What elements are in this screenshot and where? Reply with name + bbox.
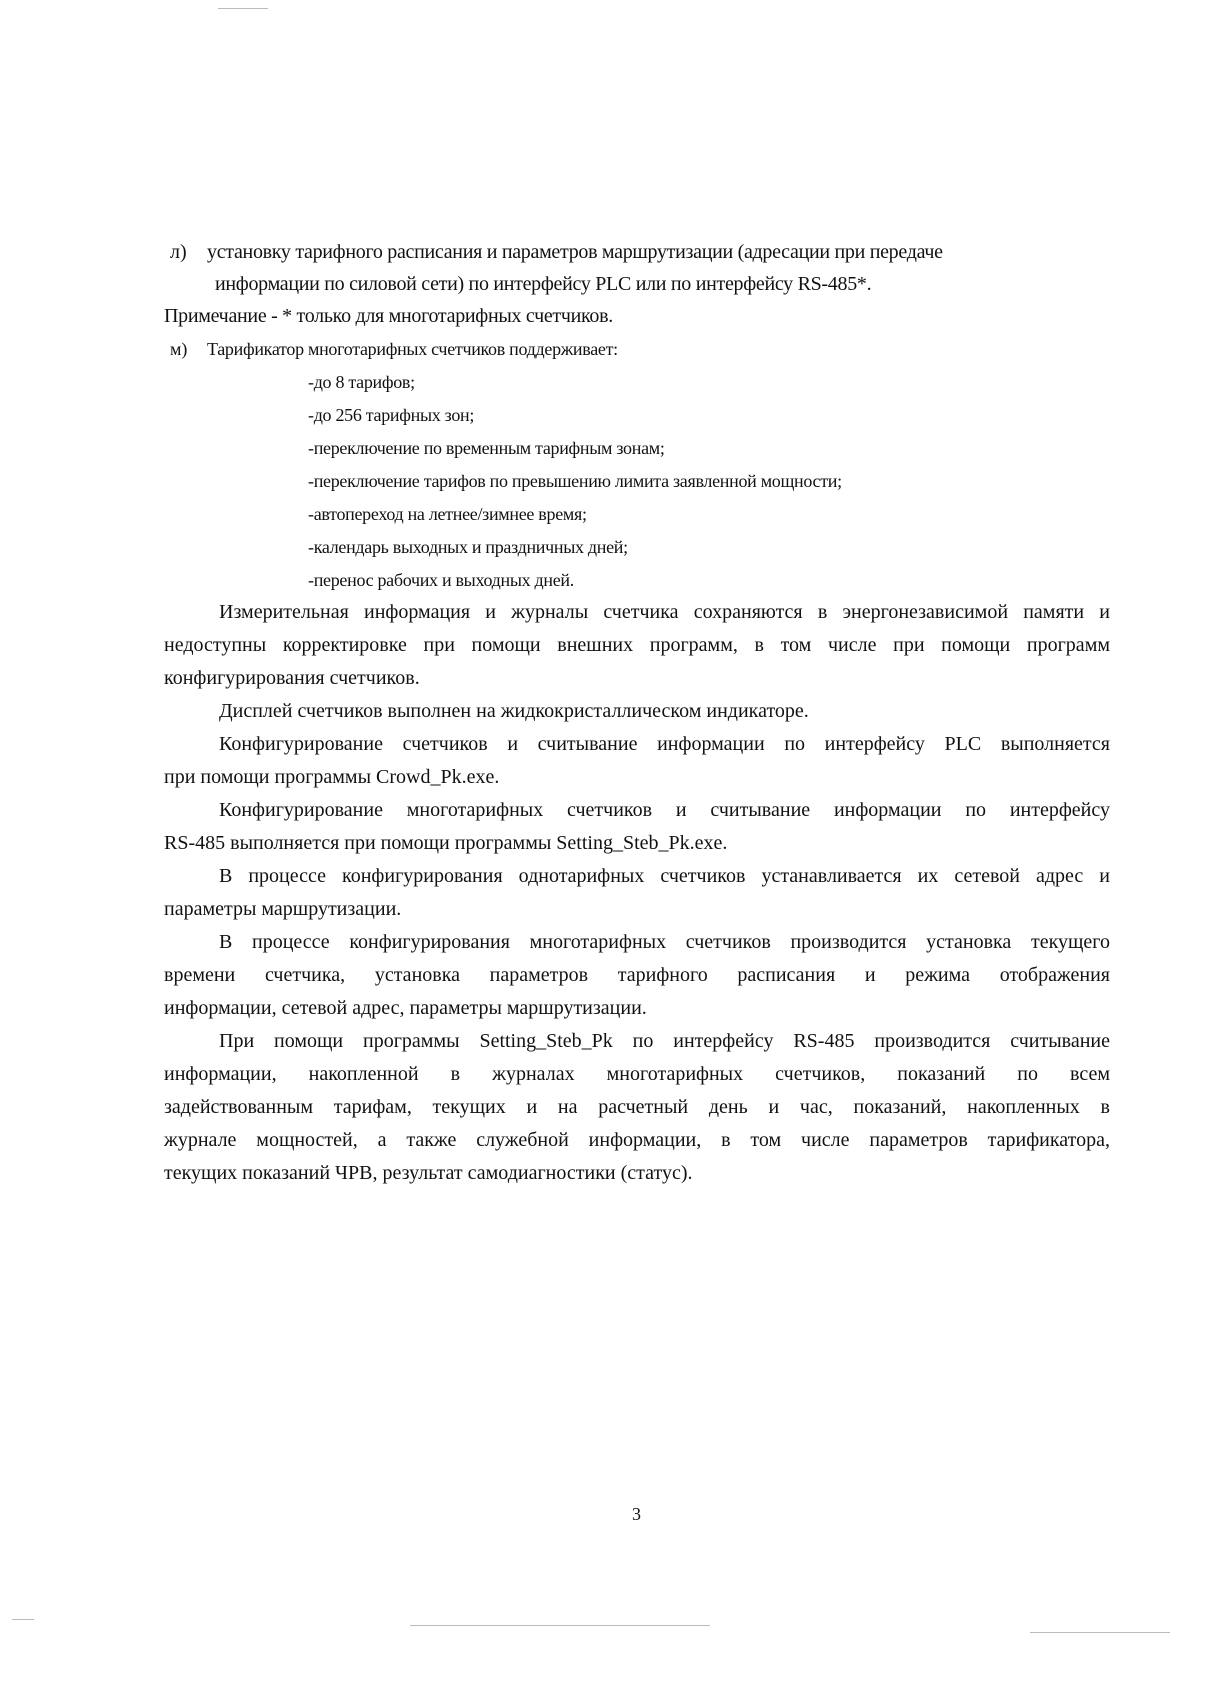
feature-item: -перенос рабочих и выходных дней. — [308, 570, 574, 590]
item-l-line1: установку тарифного расписания и параметров маршрутизации (адресации при передаче — [207, 241, 943, 263]
feature-item: -календарь выходных и праздничных дней; — [308, 537, 628, 557]
note: Примечание - * только для многотарифных счетчиков. — [164, 305, 613, 327]
feature-item: -автопереход на летнее/зимнее время; — [308, 504, 587, 524]
feature-item: -до 256 тарифных зон; — [308, 405, 475, 425]
paragraph-line: информации, накопленной в журналах многотарифных счетчиков, показаний по всем — [164, 1063, 1110, 1085]
scan-artifact-bottom-center — [410, 1625, 710, 1626]
scan-artifact-top — [218, 8, 268, 9]
item-l-line2: информации по силовой сети) по интерфейсу PLC или по интерфейсу RS-485*. — [215, 273, 872, 295]
page-number: 3 — [632, 1504, 641, 1524]
paragraph-line: информации, сетевой адрес, параметры маршрутизации. — [164, 997, 647, 1019]
feature-item: -переключение по временным тарифным зонам; — [308, 438, 665, 458]
paragraph-line: Конфигурирование счетчиков и считывание информации по интерфейсу PLC выполняется — [219, 733, 1110, 755]
paragraph-line: При помощи программы Setting_Steb_Pk по интерфейсу RS-485 производится считывание — [219, 1030, 1110, 1052]
feature-item: -до 8 тарифов; — [308, 372, 415, 392]
scan-artifact-bottom-right — [1030, 1632, 1170, 1633]
paragraph-line: В процессе конфигурирования многотарифных счетчиков производится установка текущего — [219, 931, 1110, 953]
paragraph-line: задействованным тарифам, текущих и на расчетный день и час, показаний, накопленных в — [164, 1096, 1110, 1118]
paragraph-line: конфигурирования счетчиков. — [164, 667, 420, 689]
scan-artifact-bottom-left — [12, 1619, 34, 1620]
paragraph-line: В процессе конфигурирования однотарифных счетчиков устанавливается их сетевой адрес и — [219, 865, 1110, 887]
paragraph-line: журнале мощностей, а также служебной информации, в том числе параметров тарификатора, — [164, 1129, 1110, 1151]
paragraph-line: при помощи программы Crowd_Pk.exe. — [164, 766, 500, 788]
feature-item: -переключение тарифов по превышению лимита заявленной мощности; — [308, 471, 842, 491]
paragraph-line: текущих показаний ЧРВ, результат самодиагностики (статус). — [164, 1162, 693, 1184]
paragraph-line: параметры маршрутизации. — [164, 898, 402, 920]
item-l-marker: л) — [170, 241, 187, 263]
paragraph-line: Измерительная информация и журналы счетчика сохраняются в энергонезависимой памяти и — [219, 601, 1110, 623]
paragraph-line: недоступны корректировке при помощи внешних программ, в том числе при помощи программ — [164, 634, 1110, 656]
item-m-marker: м) — [170, 339, 188, 359]
paragraph-line: Конфигурирование многотарифных счетчиков и считывание информации по интерфейсу — [219, 799, 1110, 821]
paragraph-line: времени счетчика, установка параметров тарифного расписания и режима отображения — [164, 964, 1110, 986]
paragraph-line: RS-485 выполняется при помощи программы Setting_Steb_Pk.exe. — [164, 832, 728, 854]
item-m-intro: Тарификатор многотарифных счетчиков поддерживает: — [207, 339, 618, 359]
paragraph-line: Дисплей счетчиков выполнен на жидкокристаллическом индикаторе. — [219, 700, 809, 722]
